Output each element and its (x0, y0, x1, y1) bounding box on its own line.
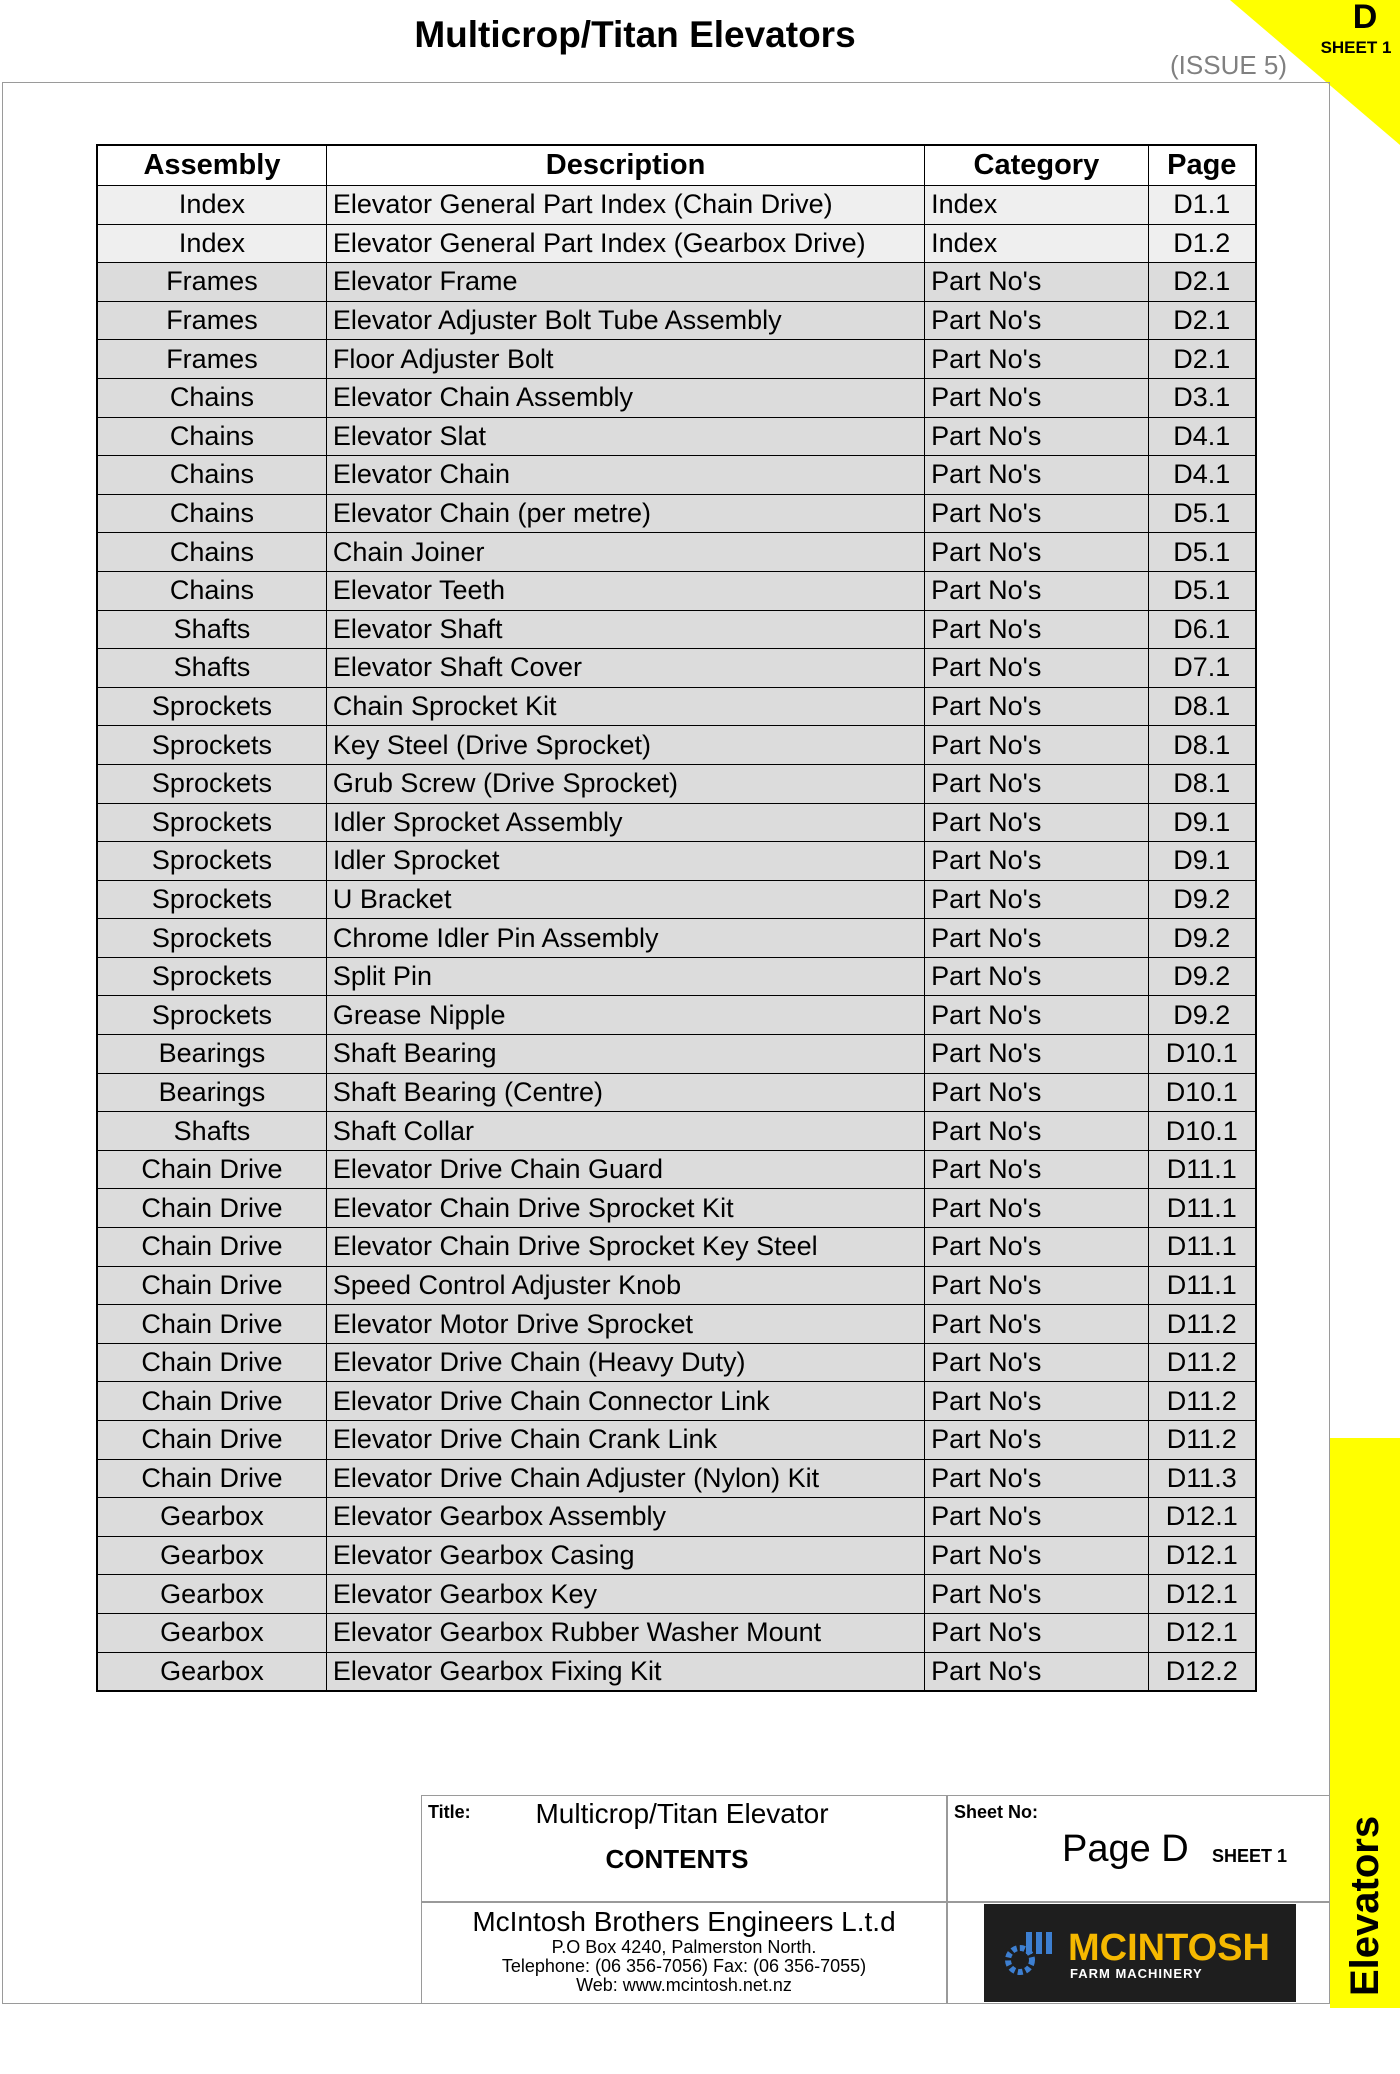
cell-description: Floor Adjuster Bolt (326, 340, 924, 379)
cell-description: Shaft Bearing (Centre) (326, 1073, 924, 1112)
table-row (97, 919, 1256, 958)
cell-assembly: Chains (97, 571, 326, 610)
cell-category: Part No's (925, 1652, 1148, 1691)
table-row (97, 1498, 1256, 1537)
cell-page: D7.1 (1148, 649, 1256, 688)
table-row (97, 263, 1256, 302)
cell-category: Part No's (925, 957, 1148, 996)
cell-category: Part No's (925, 301, 1148, 340)
table-row (97, 494, 1256, 533)
cell-description: Elevator Motor Drive Sprocket (326, 1305, 924, 1344)
cell-description: Elevator Drive Chain Crank Link (326, 1421, 924, 1460)
cell-description: Grease Nipple (326, 996, 924, 1035)
header-description: Description (326, 145, 924, 186)
table-row (97, 1536, 1256, 1575)
cell-page: D11.1 (1148, 1266, 1256, 1305)
cell-assembly: Index (97, 224, 326, 263)
cell-category: Part No's (925, 571, 1148, 610)
cell-description: Elevator Gearbox Assembly (326, 1498, 924, 1537)
table-row (97, 1382, 1256, 1421)
company-name: McIntosh Brothers Engineers L.t.d (472, 1906, 896, 1937)
cell-assembly: Sprockets (97, 687, 326, 726)
cell-assembly: Frames (97, 301, 326, 340)
cell-category: Part No's (925, 1189, 1148, 1228)
table-row (97, 1035, 1256, 1074)
cell-page: D12.1 (1148, 1536, 1256, 1575)
logo-name: MCINTOSH (1068, 1927, 1270, 1969)
cell-description: Elevator Chain (326, 456, 924, 495)
cell-page: D8.1 (1148, 764, 1256, 803)
cell-page: D11.2 (1148, 1343, 1256, 1382)
table-row (97, 456, 1256, 495)
cell-assembly: Chain Drive (97, 1305, 326, 1344)
table-header-row (97, 145, 1256, 186)
table-row (97, 957, 1256, 996)
cell-description: Elevator Slat (326, 417, 924, 456)
company-phone: Telephone: (06 356-7056) Fax: (06 356-7055) (501, 1956, 867, 1976)
cell-description: Chain Sprocket Kit (326, 687, 924, 726)
cell-category: Part No's (925, 1073, 1148, 1112)
cell-category: Part No's (925, 533, 1148, 572)
cell-category: Part No's (925, 1613, 1148, 1652)
cell-page: D11.2 (1148, 1421, 1256, 1460)
cell-category: Part No's (925, 1035, 1148, 1074)
cell-description: Elevator Gearbox Casing (326, 1536, 924, 1575)
table-row (97, 417, 1256, 456)
cell-description: U Bracket (326, 880, 924, 919)
cell-assembly: Bearings (97, 1035, 326, 1074)
company-logo (984, 1904, 1296, 2002)
table-row (97, 224, 1256, 263)
cell-assembly: Shafts (97, 1112, 326, 1151)
cell-description: Chrome Idler Pin Assembly (326, 919, 924, 958)
cell-page: D9.2 (1148, 919, 1256, 958)
cell-description: Chain Joiner (326, 533, 924, 572)
cell-description: Shaft Bearing (326, 1035, 924, 1074)
table-row (97, 533, 1256, 572)
cell-page: D10.1 (1148, 1073, 1256, 1112)
cell-assembly: Chain Drive (97, 1266, 326, 1305)
cell-assembly: Chain Drive (97, 1459, 326, 1498)
cell-page: D12.1 (1148, 1498, 1256, 1537)
cell-description: Idler Sprocket (326, 842, 924, 881)
side-tab-label: Elevators (1343, 1815, 1387, 1996)
cell-category: Part No's (925, 687, 1148, 726)
cell-description: Elevator Shaft Cover (326, 649, 924, 688)
title-label: Title: (428, 1802, 471, 1822)
cell-category: Part No's (925, 842, 1148, 881)
table-row (97, 842, 1256, 881)
tractor-logo-icon (1004, 1928, 1056, 1976)
table-row (97, 803, 1256, 842)
header-page: Page (1148, 145, 1256, 186)
cell-page: D3.1 (1148, 378, 1256, 417)
parts-index-table (96, 144, 1257, 1692)
table-row (97, 1459, 1256, 1498)
cell-assembly: Chain Drive (97, 1343, 326, 1382)
table-row (97, 1189, 1256, 1228)
table-row (97, 301, 1256, 340)
cell-category: Part No's (925, 1382, 1148, 1421)
table-row (97, 687, 1256, 726)
table-row (97, 1228, 1256, 1267)
cell-category: Part No's (925, 1575, 1148, 1614)
cell-description: Elevator Shaft (326, 610, 924, 649)
cell-assembly: Chains (97, 494, 326, 533)
cell-assembly: Sprockets (97, 880, 326, 919)
table-row (97, 1613, 1256, 1652)
table-row (97, 996, 1256, 1035)
table-row (97, 1305, 1256, 1344)
divider (946, 1796, 948, 2004)
cell-category: Part No's (925, 494, 1148, 533)
logo-subtitle: FARM MACHINERY (1070, 1966, 1203, 1981)
table-row (97, 726, 1256, 765)
cell-assembly: Shafts (97, 610, 326, 649)
cell-assembly: Sprockets (97, 842, 326, 881)
cell-assembly: Sprockets (97, 957, 326, 996)
table-row (97, 340, 1256, 379)
cell-page: D12.2 (1148, 1652, 1256, 1691)
cell-category: Part No's (925, 1305, 1148, 1344)
cell-description: Elevator Teeth (326, 571, 924, 610)
cell-page: D9.2 (1148, 996, 1256, 1035)
cell-assembly: Gearbox (97, 1536, 326, 1575)
cell-category: Part No's (925, 1459, 1148, 1498)
cell-description: Elevator Drive Chain Adjuster (Nylon) Kit (326, 1459, 924, 1498)
cell-page: D10.1 (1148, 1112, 1256, 1151)
cell-description: Speed Control Adjuster Knob (326, 1266, 924, 1305)
cell-category: Part No's (925, 340, 1148, 379)
sheet-page: Page D (1062, 1828, 1189, 1870)
cell-category: Part No's (925, 263, 1148, 302)
cell-page: D4.1 (1148, 417, 1256, 456)
cell-category: Part No's (925, 996, 1148, 1035)
cell-page: D11.3 (1148, 1459, 1256, 1498)
table-row (97, 764, 1256, 803)
cell-description: Elevator Drive Chain Connector Link (326, 1382, 924, 1421)
table-row (97, 1073, 1256, 1112)
corner-sheet-label: SHEET 1 (1320, 38, 1392, 57)
cell-category: Part No's (925, 1112, 1148, 1151)
cell-description: Elevator General Part Index (Gearbox Drive) (326, 224, 924, 263)
cell-description: Elevator Drive Chain Guard (326, 1150, 924, 1189)
cell-assembly: Sprockets (97, 919, 326, 958)
cell-description: Elevator Chain Drive Sprocket Key Steel (326, 1228, 924, 1267)
cell-category: Index (925, 224, 1148, 263)
cell-assembly: Chain Drive (97, 1382, 326, 1421)
cell-description: Elevator Frame (326, 263, 924, 302)
cell-assembly: Bearings (97, 1073, 326, 1112)
cell-page: D10.1 (1148, 1035, 1256, 1074)
cell-category: Part No's (925, 610, 1148, 649)
cell-description: Elevator Drive Chain (Heavy Duty) (326, 1343, 924, 1382)
cell-category: Part No's (925, 1343, 1148, 1382)
cell-category: Part No's (925, 1498, 1148, 1537)
drawing-title: Multicrop/Titan Elevator (535, 1798, 829, 1829)
cell-page: D11.2 (1148, 1382, 1256, 1421)
cell-assembly: Sprockets (97, 726, 326, 765)
table-row (97, 1150, 1256, 1189)
table-row (97, 571, 1256, 610)
cell-assembly: Index (97, 186, 326, 225)
header-assembly: Assembly (97, 145, 326, 186)
cell-description: Split Pin (326, 957, 924, 996)
cell-page: D2.1 (1148, 263, 1256, 302)
table-row (97, 1421, 1256, 1460)
cell-category: Index (925, 186, 1148, 225)
cell-page: D9.2 (1148, 880, 1256, 919)
cell-assembly: Sprockets (97, 764, 326, 803)
cell-assembly: Chains (97, 378, 326, 417)
cell-description: Idler Sprocket Assembly (326, 803, 924, 842)
cell-assembly: Chain Drive (97, 1150, 326, 1189)
cell-page: D1.1 (1148, 186, 1256, 225)
company-details (422, 1906, 946, 1995)
cell-page: D2.1 (1148, 301, 1256, 340)
cell-page: D1.2 (1148, 224, 1256, 263)
table-row (97, 186, 1256, 225)
cell-page: D9.2 (1148, 957, 1256, 996)
issue-label: (ISSUE 5) (1170, 50, 1288, 80)
cell-description: Elevator Adjuster Bolt Tube Assembly (326, 301, 924, 340)
cell-page: D9.1 (1148, 842, 1256, 881)
cell-page: D12.1 (1148, 1613, 1256, 1652)
cell-description: Elevator General Part Index (Chain Drive) (326, 186, 924, 225)
cell-page: D11.1 (1148, 1150, 1256, 1189)
cell-assembly: Sprockets (97, 803, 326, 842)
cell-category: Part No's (925, 1228, 1148, 1267)
cell-description: Elevator Gearbox Fixing Kit (326, 1652, 924, 1691)
cell-description: Elevator Gearbox Rubber Washer Mount (326, 1613, 924, 1652)
page-title: Multicrop/Titan Elevators (414, 14, 856, 55)
cell-assembly: Chains (97, 417, 326, 456)
company-address: P.O Box 4240, Palmerston North. (551, 1937, 817, 1957)
cell-description: Grub Screw (Drive Sprocket) (326, 764, 924, 803)
drawing-subtitle: CONTENTS (605, 1844, 749, 1874)
cell-category: Part No's (925, 880, 1148, 919)
table-row (97, 1112, 1256, 1151)
cell-assembly: Chain Drive (97, 1228, 326, 1267)
cell-page: D5.1 (1148, 494, 1256, 533)
table-row (97, 1652, 1256, 1691)
cell-category: Part No's (925, 649, 1148, 688)
cell-page: D11.1 (1148, 1228, 1256, 1267)
cell-category: Part No's (925, 764, 1148, 803)
cell-category: Part No's (925, 803, 1148, 842)
cell-description: Elevator Chain Assembly (326, 378, 924, 417)
title-block (421, 1795, 1330, 2004)
cell-assembly: Chains (97, 456, 326, 495)
cell-page: D11.2 (1148, 1305, 1256, 1344)
cell-page: D6.1 (1148, 610, 1256, 649)
cell-page: D9.1 (1148, 803, 1256, 842)
table-row (97, 378, 1256, 417)
divider (422, 1901, 1330, 1903)
table-row (97, 1266, 1256, 1305)
cell-page: D8.1 (1148, 726, 1256, 765)
cell-description: Key Steel (Drive Sprocket) (326, 726, 924, 765)
cell-assembly: Sprockets (97, 996, 326, 1035)
header-category: Category (925, 145, 1148, 186)
sheet-number: SHEET 1 (1212, 1846, 1288, 1866)
table-row (97, 610, 1256, 649)
cell-description: Shaft Collar (326, 1112, 924, 1151)
cell-description: Elevator Chain Drive Sprocket Kit (326, 1189, 924, 1228)
company-web: Web: www.mcintosh.net.nz (576, 1975, 792, 1995)
cell-assembly: Chain Drive (97, 1421, 326, 1460)
cell-category: Part No's (925, 1536, 1148, 1575)
table-row (97, 649, 1256, 688)
corner-section-letter: D (1352, 0, 1378, 36)
cell-description: Elevator Chain (per metre) (326, 494, 924, 533)
cell-category: Part No's (925, 456, 1148, 495)
cell-category: Part No's (925, 726, 1148, 765)
cell-assembly: Chain Drive (97, 1189, 326, 1228)
cell-category: Part No's (925, 919, 1148, 958)
cell-category: Part No's (925, 1421, 1148, 1460)
cell-assembly: Frames (97, 340, 326, 379)
cell-page: D4.1 (1148, 456, 1256, 495)
cell-assembly: Chains (97, 533, 326, 572)
sheet-no-label: Sheet No: (954, 1802, 1039, 1822)
cell-assembly: Frames (97, 263, 326, 302)
cell-page: D11.1 (1148, 1189, 1256, 1228)
cell-assembly: Gearbox (97, 1652, 326, 1691)
table-row (97, 880, 1256, 919)
cell-assembly: Gearbox (97, 1575, 326, 1614)
cell-page: D2.1 (1148, 340, 1256, 379)
cell-page: D12.1 (1148, 1575, 1256, 1614)
cell-page: D5.1 (1148, 571, 1256, 610)
cell-assembly: Gearbox (97, 1498, 326, 1537)
cell-page: D8.1 (1148, 687, 1256, 726)
cell-assembly: Gearbox (97, 1613, 326, 1652)
cell-assembly: Shafts (97, 649, 326, 688)
table-row (97, 1575, 1256, 1614)
cell-description: Elevator Gearbox Key (326, 1575, 924, 1614)
table-row (97, 1343, 1256, 1382)
cell-page: D5.1 (1148, 533, 1256, 572)
cell-category: Part No's (925, 378, 1148, 417)
cell-category: Part No's (925, 1266, 1148, 1305)
cell-category: Part No's (925, 417, 1148, 456)
cell-category: Part No's (925, 1150, 1148, 1189)
